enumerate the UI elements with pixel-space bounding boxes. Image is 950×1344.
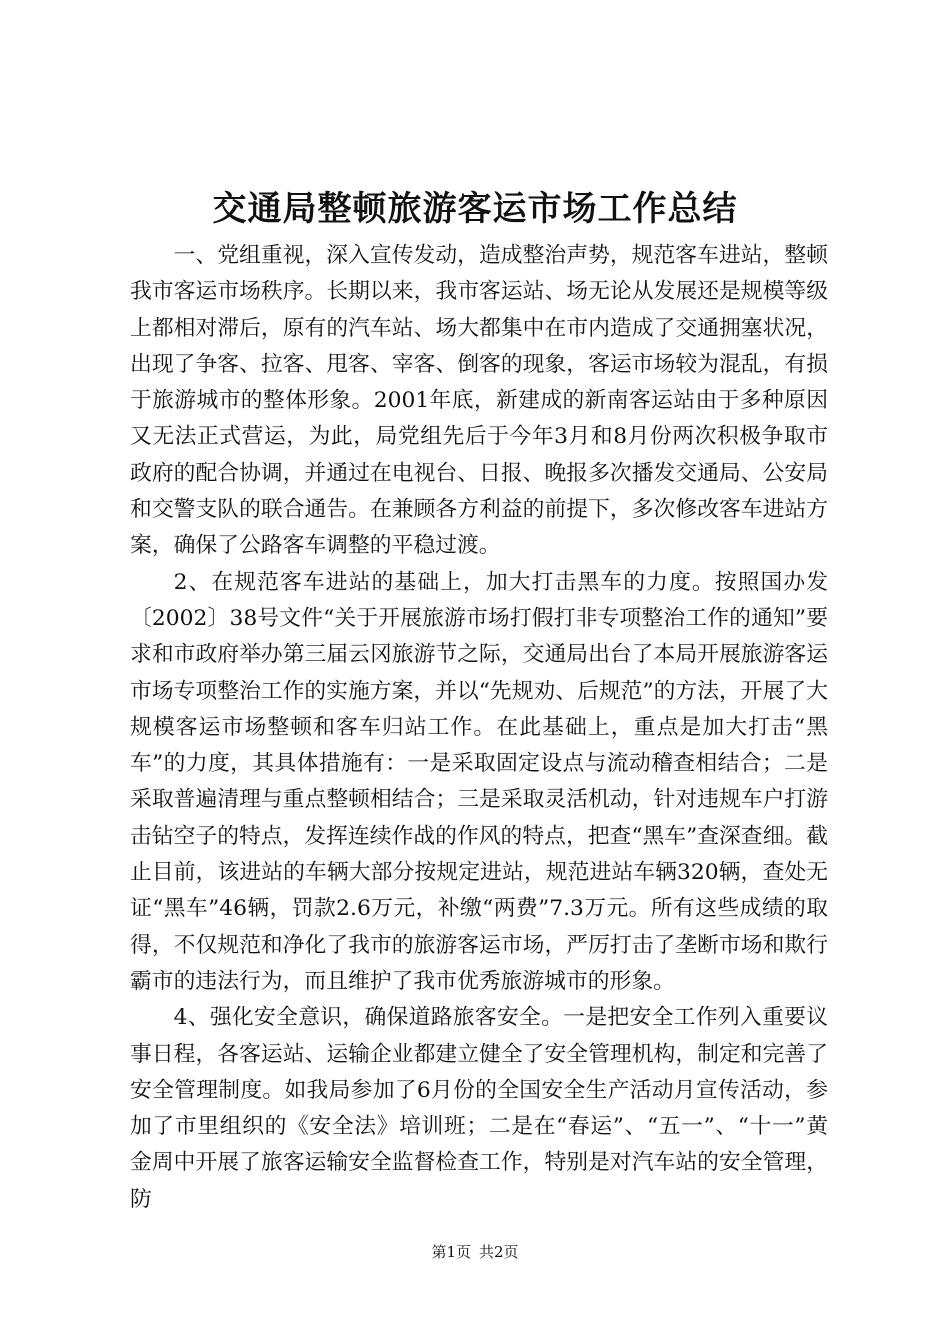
paragraph-3: 4、强化安全意识，确保道路旅客安全。一是把安全工作列入重要议事日程，各客运站、运输企业都建立健全了安全管理机构，制定和完善了安全管理制度。如我局参加了6月份的全国安全生产活动月宣传活动，参加了市里组织的《安全法》培训班；二是在“春运”、“五一”、“十一”黄金周中开展了旅客运输安全监督检查工作，特别是对汽车站的安全管理，防 xyxy=(130,1005,828,1212)
paragraph-2: 2、在规范客车进站的基础上，加大打击黑车的力度。按照国办发〔2002〕38号文件“关于开展旅游市场打假打非专项整治工作的通知”要求和市政府举办第三届云冈旅游节之际，交通局出台了本局开展旅游客运市场专项整治工作的实施方案，并以“先规劝、后规范”的方法，开展了大规模客运市场整顿和客车归站工作。在此基础上，重点是加大打击“黑车”的力度，其具体措施有：一是采取固定设点与流动稽查相结合；二是采取普遍清理与重点整顿相结合；三是采取灵活机动，针对违规车户打游击钻空子的特点，发挥连续作战的作风的特点，把查“黑车”查深查细。截止目前，该进站的车辆大部分按规定进站，规范进站车辆320辆，查处无证“黑车”46辆，罚款2.6万元，补缴“两费”7.3万元。所有这些成绩的取得，不仅规范和净化了我市的旅游客运市场，严厉打击了垄断市场和欺行霸市的违法行为，而且维护了我市优秀旅游城市的形象。 xyxy=(130,569,828,994)
document-body xyxy=(130,238,828,1218)
page-number: 第1页 xyxy=(431,1243,471,1261)
page-footer xyxy=(0,1242,950,1262)
paragraph-1: 一、党组重视，深入宣传发动，造成整治声势，规范客车进站，整顿我市客运市场秩序。长期以来，我市客运站、场无论从发展还是规模等级上都相对滞后，原有的汽车站、场大都集中在市内造成了交通拥塞状况，出现了争客、拉客、甩客、宰客、倒客的现象，客运市场较为混乱，有损于旅游城市的整体形象。2001年底，新建成的新南客运站由于多种原因又无法正式营运，为此，局党组先后于今年3月和8月份两次积极争取市政府的配合协调，并通过在电视台、日报、晚报多次播发交通局、公安局和交警支队的联合通告。在兼顾各方利益的前提下，多次修改客车进站方案，确保了公路客车调整的平稳过渡。 xyxy=(130,243,828,559)
document-title: 交通局整顿旅游客运市场工作总结 xyxy=(212,189,738,229)
page-total: 共2页 xyxy=(479,1243,519,1261)
